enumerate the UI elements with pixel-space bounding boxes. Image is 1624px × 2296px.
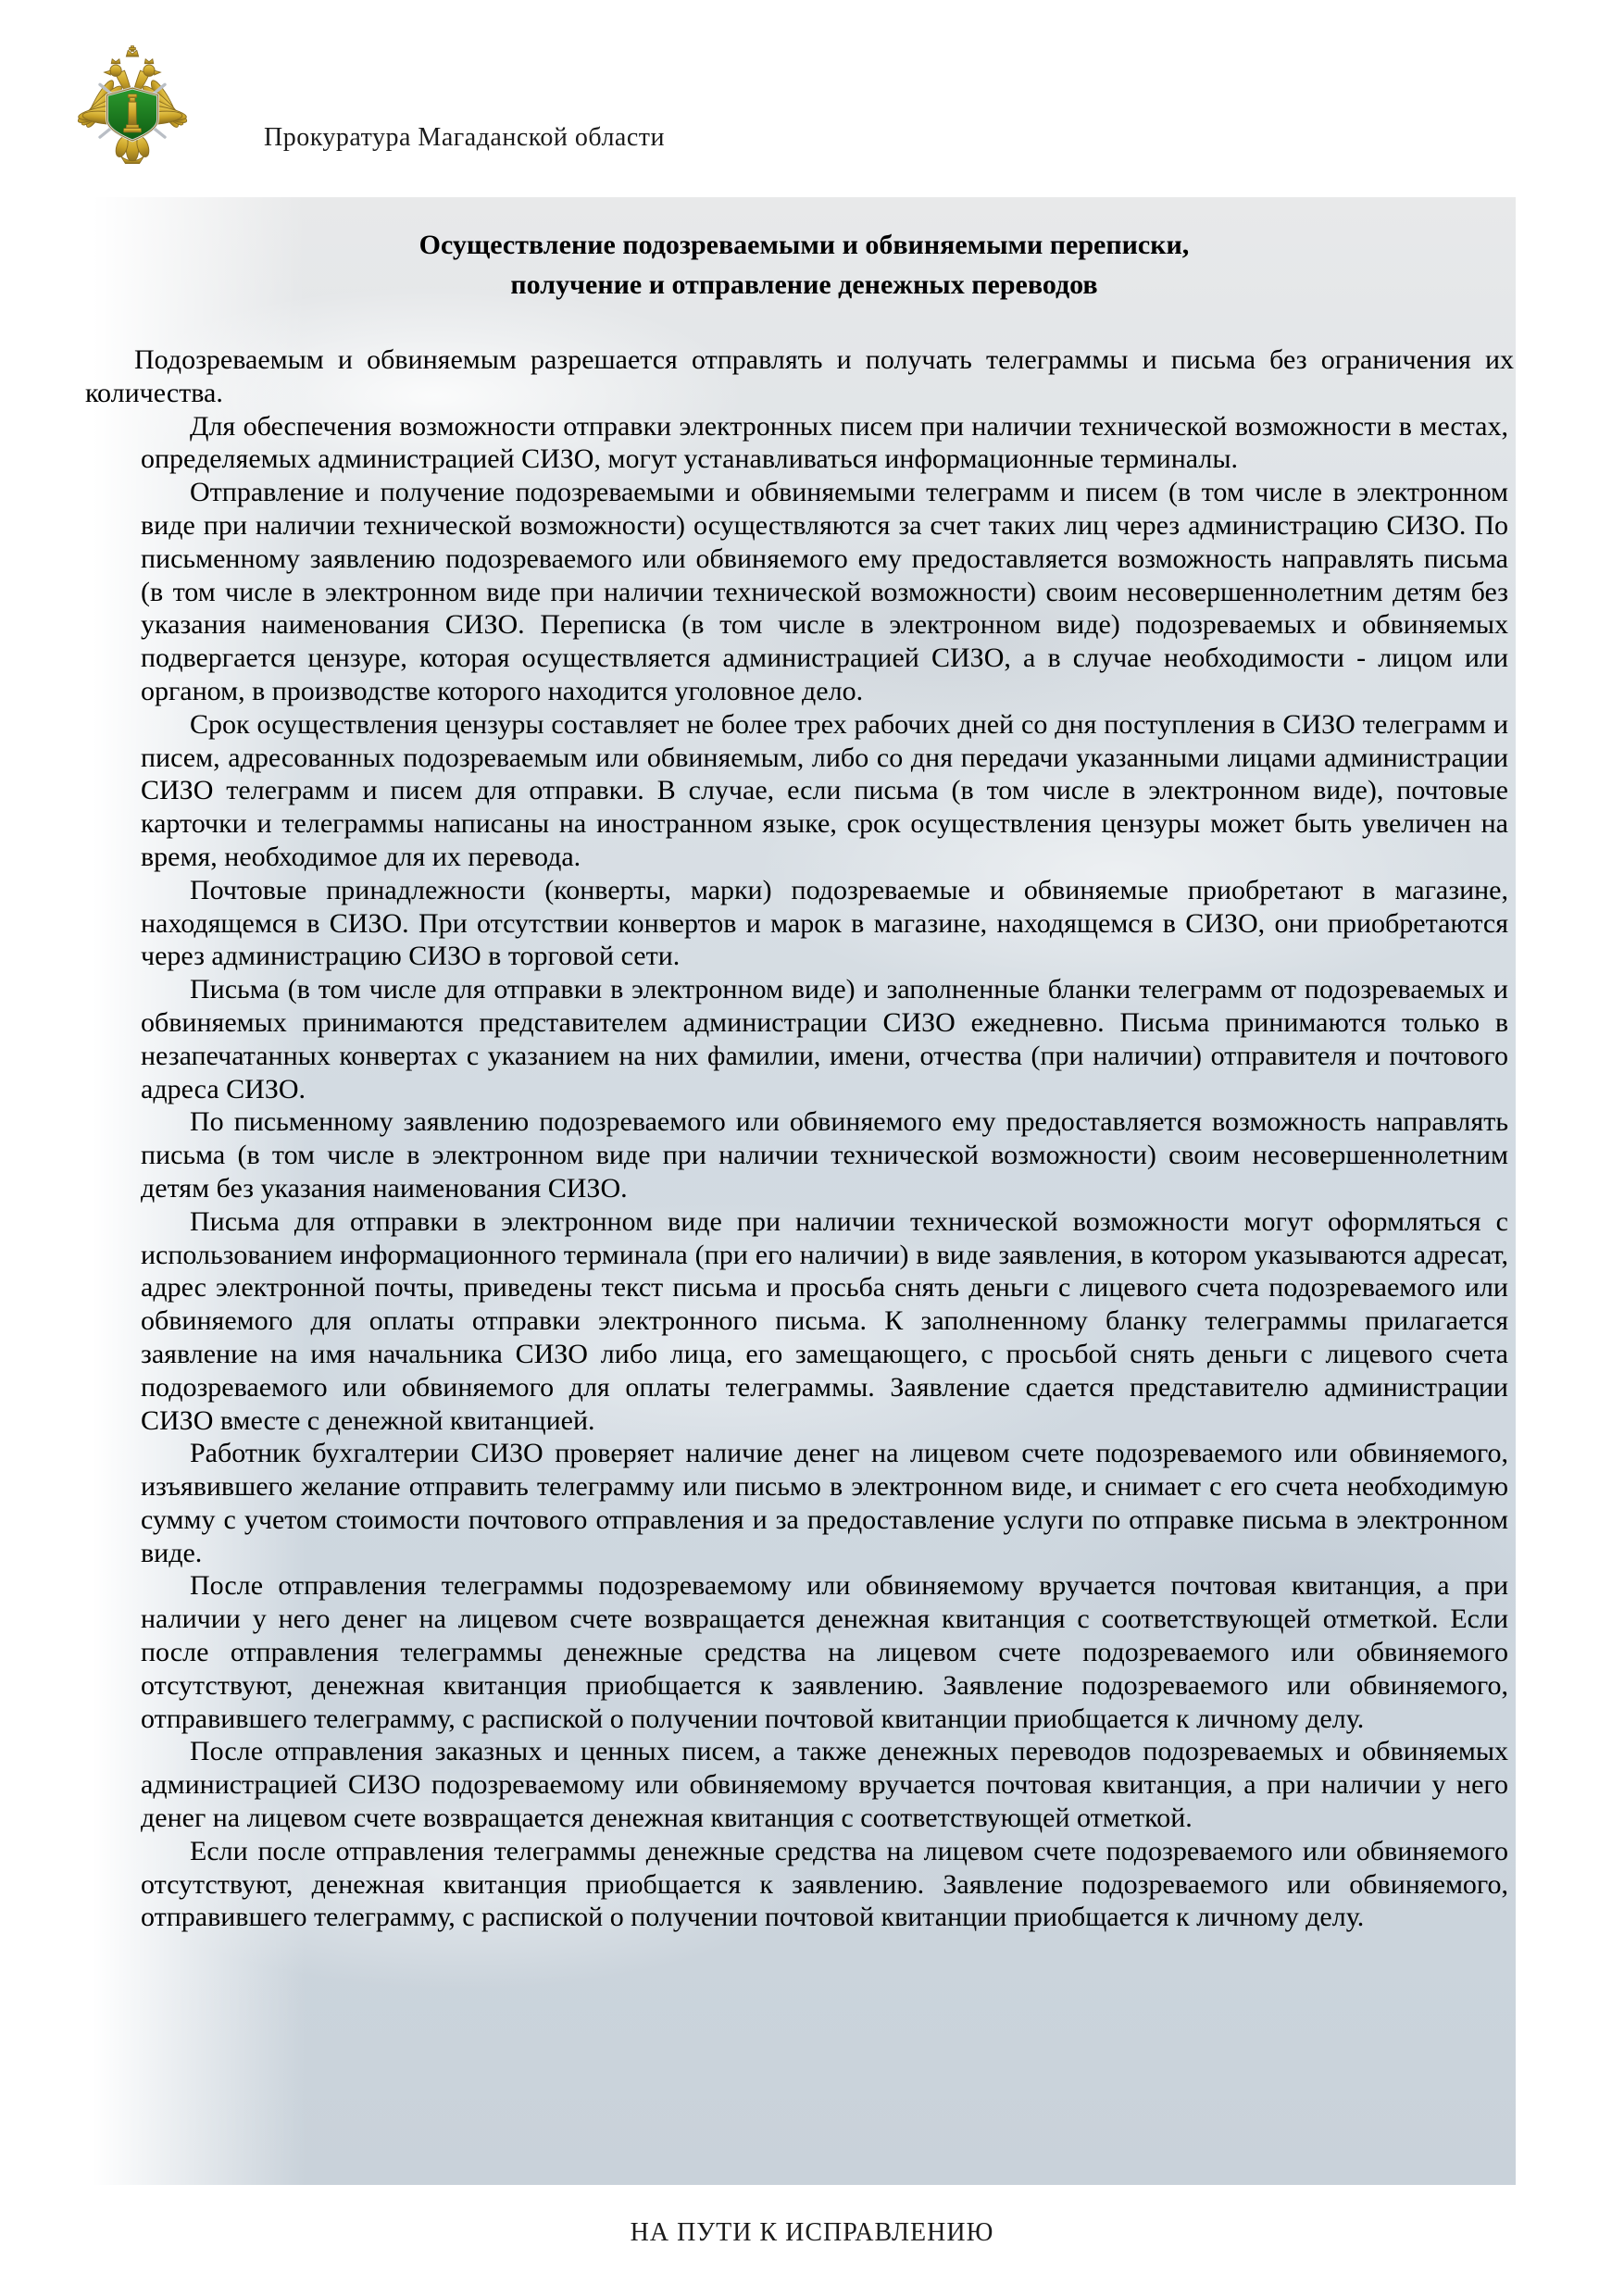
page-header (0, 0, 1624, 197)
paragraph: Письма для отправки в электронном виде при наличии технической возможности могут оформляться с использованием информационного терминала (при его наличии) в виде заявления, в котором указываются адресат, адрес электронной почты, приведены текст письма и просьба снять деньги с лицевого счета подозреваемого или обвиняемого для оплаты отправки электронного письма. К заполненному бланку телеграммы прилагается заявление на имя начальника СИЗО либо лица, его замещающего, с просьбой снять деньги с лицевого счета подозреваемого или обвиняемого для оплаты телеграммы. Заявление сдается представителю администрации СИЗО вместе с денежной квитанцией. (141, 1205, 1508, 1436)
document-title-line1: Осуществление подозреваемыми и обвиняемыми переписки, (418, 230, 1190, 260)
paragraph: По письменному заявлению подозреваемого или обвиняемого ему предоставляется возможность направлять письма (в том числе в электронном виде при наличии технической возможности) своим несовершеннолетним детям без указания наименования СИЗО. (141, 1106, 1508, 1204)
paragraph: Если после отправления телеграммы денежные средства на лицевом счете подозреваемого или обвиняемого отсутствуют, денежная квитанция приобщается к заявлению. Заявление подозреваемого или обвиняемого, отправившего телеграмму, с распиской о получении почтовой квитанции приобщается к личному делу. (141, 1835, 1508, 1933)
paragraph: Срок осуществления цензуры составляет не более трех рабочих дней со дня поступления в СИЗО телеграмм и писем, адресованных подозреваемым или обвиняемым, либо со дня передачи указанными лицами администрации СИЗО телеграмм и писем для отправки. В случае, если письма (в том числе в электронном виде), почтовые карточки и телеграммы написаны на иностранном языке, срок осуществления цензуры может быть увеличен на время, необходимое для их перевода. (141, 708, 1508, 872)
document-title (130, 225, 1479, 305)
paragraph: Для обеспечения возможности отправки электронных писем при наличии технической возможности в местах, определяемых администрацией СИЗО, могут устанавливаться информационные терминалы. (141, 410, 1508, 475)
paragraph: Отправление и получение подозреваемыми и обвиняемыми телеграмм и писем (в том числе в электронном виде при наличии технической возможности) осуществляются за счет таких лиц через администрацию СИЗО. По письменному заявлению подозреваемого или обвиняемого ему предоставляется возможность направлять письма (в том числе в электронном виде при наличии технической возможности) своим несовершеннолетним детям без указания наименования СИЗО. Переписка (в том числе в электронном виде) подозреваемых и обвиняемых подвергается цензуре, которая осуществляется администрацией СИЗО, а в случае необходимости - лицом или органом, в производстве которого находится уголовное дело. (141, 477, 1508, 706)
document-body (85, 343, 1514, 1934)
prosecutor-emblem-icon (67, 37, 198, 176)
organization-name: Прокуратура Магаданской области (264, 123, 666, 152)
content-panel (85, 197, 1516, 2185)
paragraph: Письма (в том числе для отправки в электронном виде) и заполненные бланки телеграмм от подозреваемых и обвиняемых принимаются представителем администрации СИЗО ежедневно. Письма принимаются только в незапечатанных конвертах с указанием на них фамилии, имени, отчества (при наличии) отправителя и почтового адреса СИЗО. (141, 974, 1508, 1104)
document-title-line2: получение и отправление денежных переводов (510, 269, 1098, 300)
paragraph: После отправления заказных и ценных писем, а также денежных переводов подозреваемых и обвиняемых администрацией СИЗО подозреваемому или обвиняемому вручается почтовая квитанция, а при наличии у него денег на лицевом счете возвращается денежная квитанция с соответствующей отметкой. (141, 1736, 1508, 1834)
paragraph: Почтовые принадлежности (конверты, марки) подозреваемые и обвиняемые приобретают в магазине, находящемся в СИЗО. При отсутствии конвертов и марок в магазине, находящемся в СИЗО, они приобретаются через администрацию СИЗО в торговой сети. (141, 874, 1508, 972)
paragraph: После отправления телеграммы подозреваемому или обвиняемому вручается почтовая квитанция, а при наличии у него денег на лицевом счете возвращается денежная квитанция с соответствующей отметкой. Если после отправления телеграммы денежные средства на лицевом счете подозреваемого или обвиняемого отсутствуют, денежная квитанция приобщается к заявлению. Заявление подозреваемого или обвиняемого, отправившего телеграмму, с распиской о получении почтовой квитанции приобщается к личному делу. (141, 1570, 1508, 1734)
paragraph: Работник бухгалтерии СИЗО проверяет наличие денег на лицевом счете подозреваемого или обвиняемого, изъявившего желание отправить телеграмму или письмо в электронном виде, и снимает с его счета необходимую сумму с учетом стоимости почтового отправления и за предоставление услуги по отправке письма в электронном виде. (141, 1438, 1508, 1568)
paragraph: Подозреваемым и обвиняемым разрешается отправлять и получать телеграммы и письма без ограничения их количества. (85, 344, 1514, 408)
footer-motto: НА ПУТИ К ИСПРАВЛЕНИЮ (630, 2218, 994, 2247)
